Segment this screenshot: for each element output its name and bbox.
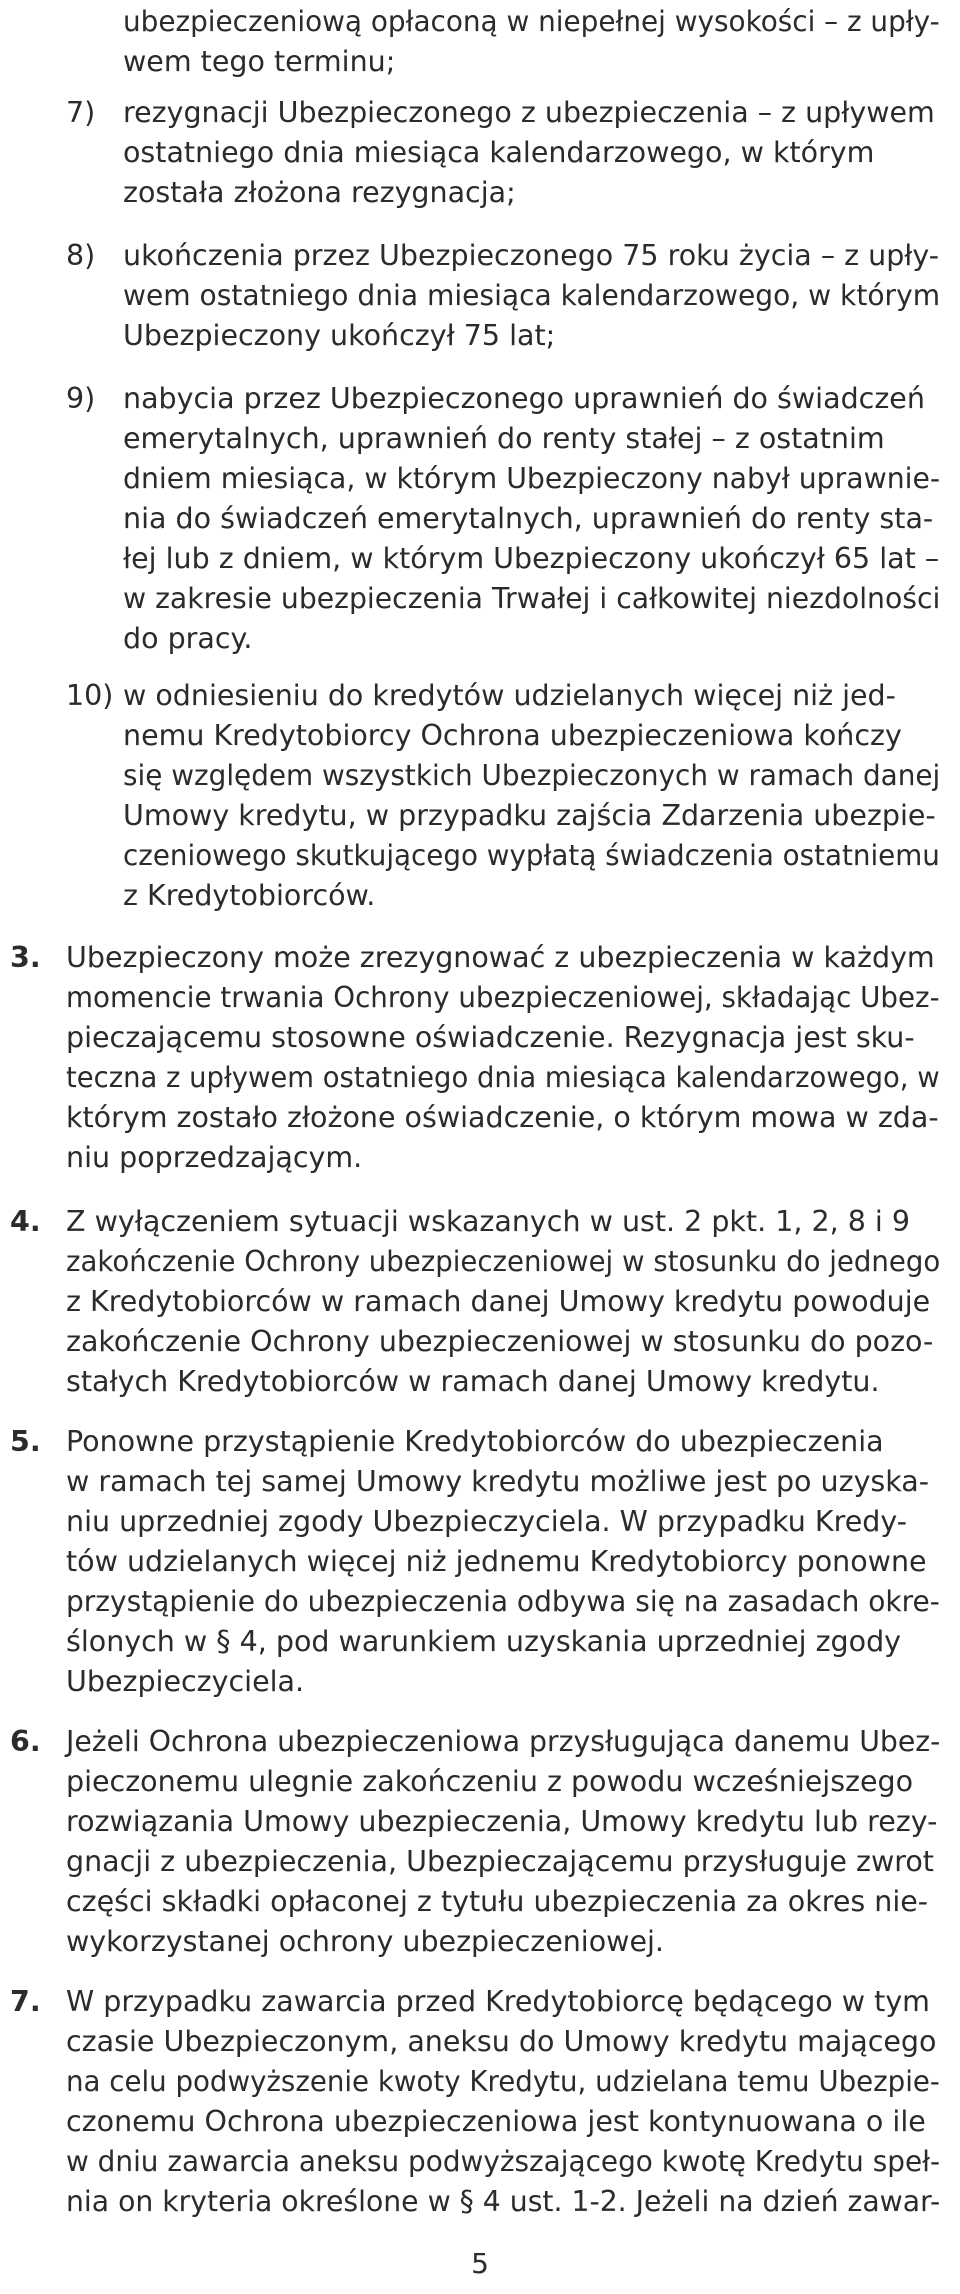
text-line: Ubezpieczony może zrezygnować z ubezpieczenia w każdym (66, 941, 935, 974)
text-line: nabycia przez Ubezpieczonego uprawnień do świadczeń (123, 382, 925, 415)
text-line: czonemu Ochrona ubezpieczeniowa jest kontynuowana o ile (66, 2105, 926, 2138)
text-line: z Kredytobiorców. (123, 879, 376, 912)
text-line: pieczającemu stosowne oświadczenie. Rezygnacja jest sku- (66, 1021, 915, 1054)
text-line: do pracy. (123, 622, 253, 655)
text-line: wykorzystanej ochrony ubezpieczeniowej. (66, 1925, 664, 1958)
text-line: Ponowne przystąpienie Kredytobiorców do ubezpieczenia (66, 1425, 884, 1458)
text-line: stałych Kredytobiorców w ramach danej Umowy kredytu. (66, 1365, 880, 1398)
section-marker: 6. (10, 1725, 41, 1758)
text-line: W przypadku zawarcia przed Kredytobiorcę będącego w tym (66, 1985, 930, 2018)
text-line: ostatniego dnia miesiąca kalendarzowego, w którym (123, 136, 875, 169)
section-marker: 7. (10, 1985, 41, 2018)
text-line: Z wyłączeniem sytuacji wskazanych w ust. 2 pkt. 1, 2, 8 i 9 (66, 1205, 911, 1238)
text-line: Ubezpieczony ukończył 75 lat; (123, 319, 556, 352)
text-line: teczna z upływem ostatniego dnia miesiąca kalendarzowego, w (66, 1061, 940, 1094)
text-line: ukończenia przez Ubezpieczonego 75 roku życia – z upły- (123, 239, 940, 272)
text-line: Ubezpieczyciela. (66, 1665, 305, 1698)
text-line: czasie Ubezpieczonym, aneksu do Umowy kredytu mającego (66, 2025, 937, 2058)
text-line: z Kredytobiorców w ramach danej Umowy kredytu powoduje (66, 1285, 931, 1318)
text-line: ubezpieczeniową opłaconą w niepełnej wysokości – z upły- (123, 5, 940, 38)
text-line: na celu podwyższenie kwoty Kredytu, udzielana temu Ubezpie- (66, 2065, 940, 2098)
list-marker: 8) (66, 239, 96, 272)
text-line: ślonych w § 4, pod warunkiem uzyskania uprzedniej zgody (66, 1625, 902, 1658)
text-line: przystąpienie do ubezpieczenia odbywa się na zasadach okre- (66, 1585, 940, 1618)
text-line: emerytalnych, uprawnień do renty stałej – z ostatnim (123, 422, 885, 455)
text-line: łej lub z dniem, w którym Ubezpieczony ukończył 65 lat – (123, 542, 940, 575)
list-marker: 10) (66, 679, 114, 712)
text-line: w zakresie ubezpieczenia Trwałej i całkowitej niezdolności (123, 582, 941, 615)
section-marker: 4. (10, 1205, 41, 1238)
text-line: niu poprzedzającym. (66, 1141, 363, 1174)
text-line: gnacji z ubezpieczenia, Ubezpieczającemu przysługuje zwrot (66, 1845, 934, 1878)
text-line: rezygnacji Ubezpieczonego z ubezpieczenia – z upływem (123, 96, 935, 129)
text-line: wem ostatniego dnia miesiąca kalendarzowego, w którym (123, 279, 941, 312)
text-line: wem tego terminu; (123, 45, 396, 78)
text-line: czeniowego skutkującego wypłatą świadczenia ostatniemu (123, 839, 940, 872)
text-line: którym zostało złożone oświadczenie, o którym mowa w zda- (66, 1101, 939, 1134)
text-line: w ramach tej samej Umowy kredytu możliwe jest po uzyska- (66, 1465, 930, 1498)
text-line: nia do świadczeń emerytalnych, uprawnień do renty sta- (123, 502, 934, 535)
page-number: 5 (471, 2247, 489, 2280)
text-line: została złożona rezygnacja; (123, 176, 516, 209)
text-line: dniem miesiąca, w którym Ubezpieczony nabył uprawnie- (123, 462, 941, 495)
text-line: Umowy kredytu, w przypadku zajścia Zdarzenia ubezpie- (123, 799, 936, 832)
text-line: części składki opłaconej z tytułu ubezpieczenia za okres nie- (66, 1885, 929, 1918)
text-line: zakończenie Ochrony ubezpieczeniowej w stosunku do pozo- (66, 1325, 934, 1358)
text-line: się względem wszystkich Ubezpieczonych w ramach danej (123, 759, 941, 792)
text-line: w odniesieniu do kredytów udzielanych więcej niż jed- (123, 679, 896, 712)
text-line: rozwiązania Umowy ubezpieczenia, Umowy kredytu lub rezy- (66, 1805, 938, 1838)
text-line: niu uprzedniej zgody Ubezpieczyciela. W przypadku Kredy- (66, 1505, 907, 1538)
text-line: zakończenie Ochrony ubezpieczeniowej w stosunku do jednego (66, 1245, 941, 1278)
text-line: pieczonemu ulegnie zakończeniu z powodu wcześniejszego (66, 1765, 914, 1798)
section-marker: 3. (10, 941, 41, 974)
list-marker: 7) (66, 96, 96, 129)
text-line: nia on kryteria określone w § 4 ust. 1-2. Jeżeli na dzień zawar- (66, 2185, 941, 2218)
list-marker: 9) (66, 382, 96, 415)
text-line: momencie trwania Ochrony ubezpieczeniowej, składając Ubez- (66, 981, 940, 1014)
section-marker: 5. (10, 1425, 41, 1458)
text-line: Jeżeli Ochrona ubezpieczeniowa przysługująca danemu Ubez- (66, 1725, 941, 1758)
text-line: tów udzielanych więcej niż jednemu Kredytobiorcy ponowne (66, 1545, 927, 1578)
text-line: w dniu zawarcia aneksu podwyższającego kwotę Kredytu speł- (66, 2145, 941, 2178)
text-line: nemu Kredytobiorcy Ochrona ubezpieczeniowa kończy (123, 719, 902, 752)
